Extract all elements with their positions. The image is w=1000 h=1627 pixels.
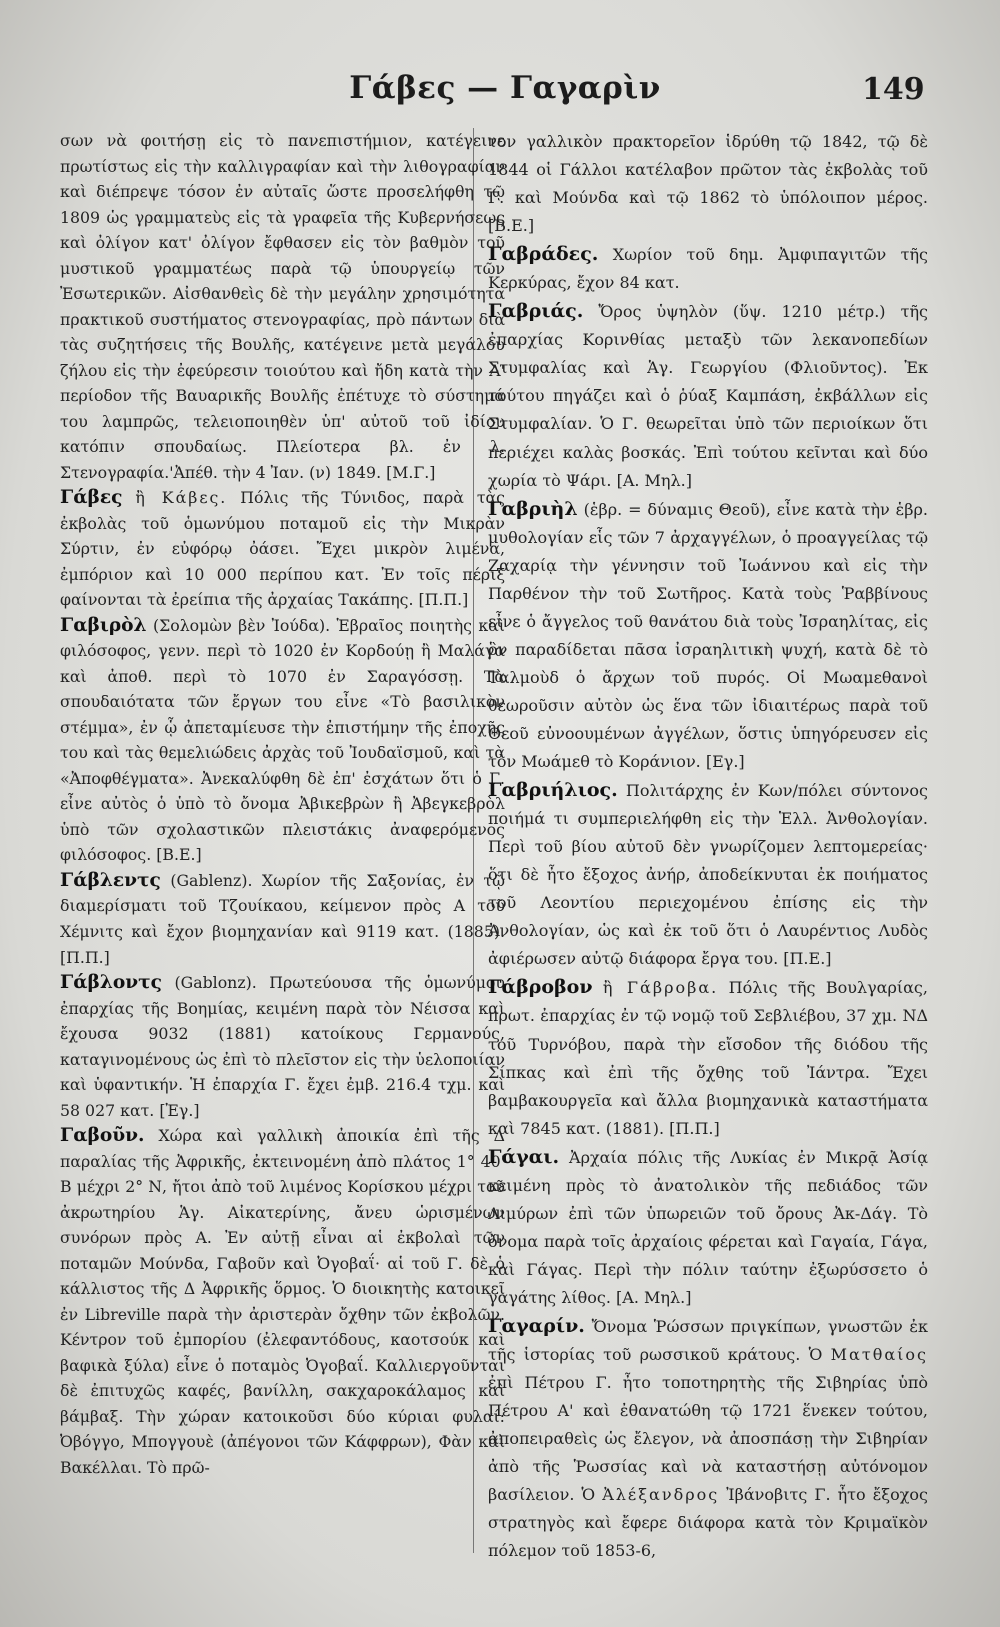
entry-text: Πόλις τῆς Τύνιδος, παρὰ τὰς ἐκβολὰς τοῦ ὁμωνύμου ποταμοῦ εἰς τὴν Μικρὰν Σύρτιν, ἐν εὐφόρῳ ὀάσει. Ἔχει μικρὸν λιμένα, ἐμπόριον καὶ 10 000 περίπου κατ. Ἐν τοῖς πέριξ φαίνονται τὰ ἐρείπια τῆς ἀρχαίας Τακάπης. [Π.Π.] [60,488,505,610]
entry-gavrilios [488,776,928,973]
person-name: Ματθαίος [830,1345,928,1365]
entry-text: (Gablenz). Χωρίον τῆς Σαξονίας, ἐν τῷ διαμερίσματι τοῦ Τζουίκαου, κείμενον πρὸς Α τοῦ Χέμνιτς καὶ ἔχον βιομηχανίαν καὶ 9119 κατ. (1885). [Π.Π.] [60,870,505,967]
headword: Γαβριὴλ [488,497,578,520]
entry-text: Ὄρος ὑψηλὸν (ὕψ. 1210 μέτρ.) τῆς ἐπαρχίας Κορινθίας μεταξὺ τῶν λεκανοπεδίων Στυμφαλίας καὶ Ἁγ. Γεωργίου (Φλιοῦντος). Ἐκ τούτου πηγάζει καὶ ὁ ῥύαξ Καμπάση, ἐκβάλλων εἰς Στυμφαλίαν. Ὁ Γ. θεωρεῖται ὑπὸ τῶν περιοίκων ὅτι περιέχει καλὰς βοσκάς. Ἐπὶ τούτου κεῖνται καὶ δύο χωρία τὸ Ψάρι. [Α. Μηλ.] [488,302,928,490]
entry-gagarin [488,1312,928,1565]
headword: Γάβλεντς [60,869,161,891]
entry-text: Ἀρχαία πόλις τῆς Λυκίας ἐν Μικρᾷ Ἀσίᾳ κειμένη πρὸς τὸ ἀνατολικὸν τῆς πεδιάδος τῶν Λιμύρων ἐπὶ τῶν ὑπωρειῶν τοῦ ὄρους Ἀκ-Δάγ. Τὸ ὄνομα παρὰ τοῖς ἀρχαίοις φέρεται καὶ Γαγαία, Γάγα, καὶ Γάγας. Περὶ τὴν πόλιν ταύτην ἐξωρύσσετο ὁ γαγάτης λίθος. [Α. Μηλ.] [488,1147,929,1307]
headword: Γαβοῦν. [60,1125,145,1147]
entry-text: Πολιτάρχης ἐν Κων/πόλει σύντονος ποιήμά τι συμπεριελήφθη εἰς τὴν Ἑλλ. Ἀνθολογίαν. Περὶ τοῦ βίου αὐτοῦ δὲν γνωρίζομεν λεπτομερείας· ὅτι δὲ ἦτο ἔξοχος ἀνήρ, ἀποδείκνυται ἐκ ποιήματος τοῦ Λεοντίου περιεχομένου ἐπίσης εἰς τὴν Ἀνθολογίαν, ὡς καὶ ἐκ τοῦ ὅτι ὁ Λαυρέντιος Λυδὸς ἀφιέρωσεν αὐτῷ διάφορα ἔργα του. [Π.Ε.] [488,781,928,969]
headword: Γάγαι. [488,1145,560,1168]
headword: Γαβράδες. [488,243,599,266]
headword: Γαγαρίν. [488,1314,585,1337]
entry-text: Ὄνομα Ῥώσσων πριγκίπων, γνωστῶν ἐκ τῆς ἱστορίας τοῦ ρωσσικοῦ κράτους. Ὁ [488,1316,928,1365]
entry-text: (ἑβρ. = δύναμις Θεοῦ), εἶνε κατὰ τὴν ἑβρ. μυθολογίαν εἷς τῶν 7 ἀρχαγγέλων, ὁ προαγγείλας τῷ Ζαχαρίᾳ τὴν γέννησιν τοῦ Ἰωάννου καὶ εἰς τὴν Παρθένον τὴν τοῦ Σωτῆρος. Κατὰ τοὺς Ῥαββίνους εἶνε ὁ ἄγγελος τοῦ θανάτου διὰ τοὺς Ἰσραηλίτας, εἰς ὃν παραδίδεται πᾶσα ἰσραηλιτικὴ ψυχή, κατὰ δὲ τὸ Ταλμοὺδ ὁ ἄρχων τοῦ πυρός. Οἱ Μωαμεθανοὶ θεωροῦσιν αὐτὸν ὡς ἕνα τῶν ἰδιαιτέρως παρὰ τοῦ Θεοῦ εὐνοουμένων ἀγγέλων, ὅστις ὑπηγόρευσεν εἰς τὸν Μωάμεθ τὸ Κοράνιον. [Εγ.] [488,499,928,772]
entry-text: (Σολομὼν βὲν Ἰούδα). Ἑβραῖος ποιητὴς καὶ φιλόσοφος, γενν. περὶ τὸ 1020 ἐν Κορδούῃ ἢ Μαλάγα καὶ ἀποθ. περὶ τὸ 1070 ἐν Σαραγόσσῃ. Τὰ σπουδαιότατα τῶν ἔργων του εἶνε «Τὸ βασιλικὸν στέμμα», ἐν ᾧ ἀπεταμίευσε τὴν ἐπιστήμην τῆς ἐποχῆς του καὶ τὰς θεμελιώδεις ἀρχὰς τοῦ Ἰουδαϊσμοῦ, καὶ τὰ «Ἀποφθέγματα». Ἀνεκαλύφθη δὲ ἐπ' ἐσχάτων ὅτι ὁ Γ. εἶνε αὐτὸς ὁ ὑπὸ τὸ ὄνομα Ἀβικεβρὼν ἢ Ἀβεγκεβρὸλ ὑπὸ τῶν σχολαστικῶν πλειστάκις ἀναφερόμενος φιλόσοφος. [Β.Ε.] [60,615,505,865]
headword: Γαβριήλιος. [488,779,618,802]
entry-gabirol [60,613,505,868]
entry-text: Ἰβάνοβιτς Γ. ἦτο ἔξοχος στρατηγὸς καὶ ἔφερε διάφορα κατὰ τὸν Κριμαϊκὸν πόλεμον τοῦ 1853-6, [488,1485,929,1561]
headword-variant: ἢ Κάβες. [135,488,228,508]
entry-gabrovo [488,973,928,1142]
headword: Γαβριάς. [488,300,584,323]
entry-text: ἐπὶ Πέτρου Γ. ἦτο τοποτηρητὴς τῆς Σιβηρίας ὑπὸ Πέτρου Α' καὶ ἐθανατώθη τῷ 1721 ἕνεκεν τούτου, ἀποπειραθεὶς ὡς ἔλεγον, νὰ ἀποσπάσῃ τὴν Σιβηρίαν ἀπὸ τῆς Ῥωσσίας καὶ νὰ καταστήσῃ αὐτόνομον βασίλειον. Ὁ [488,1373,928,1505]
entry-text: Χώρα καὶ γαλλικὴ ἀποικία ἐπὶ τῆς Δ παραλίας τῆς Ἀφρικῆς, ἐκτεινομένη ἀπὸ πλάτος 1° 40' Β μέχρι 2° Ν, ἤτοι ἀπὸ τοῦ λιμένος Κορίσκου μέχρι τοῦ ἀκρωτηρίου Ἁγ. Αἰκατερίνης, ἄνευ ὡρισμένων συνόρων πρὸς Α. Ἐν αὐτῇ εἶναι αἱ ἐκβολαὶ τῶν ποταμῶν Μούνδα, Γαβοῦν καὶ Ὀγοβαΐ· αἱ τοῦ Γ. δὲ ὁ κάλλιστος τῆς Δ Ἀφρικῆς ὅρμος. Ὁ διοικητὴς κατοικεῖ ἐν Libreville παρὰ τὴν ἀριστερὰν ὄχθην τῶν ἐκβολῶν. Κέντρον τοῦ ἐμπορίου (ἐλεφαντόδους, καοτσούκ καὶ βαφικὰ ξύλα) εἶνε ὁ ποταμὸς Ὀγοβαΐ. Καλλιεργοῦνται δὲ ἐπιτυχῶς καφές, βανίλλη, σακχαροκάλαμος καὶ βάμβαξ. Τὴν χώραν κατοικοῦσι δύο κύριαι φυλαί: Ὀβόγγο, Μπογγουὲ (ἀπέγονοι τῶν Κάφφρων), Φὰν καὶ Βακέλλαι. Τὸ πρῶ- [60,1126,505,1477]
entry-gavrades [488,240,928,297]
person-name: Ἀλέξανδρος [602,1485,720,1505]
entry-gablonz [60,970,505,1123]
headword-variant: ἢ Γάβροβα. [602,978,719,998]
headword: Γάβες [60,487,123,509]
page-number: 149 [862,72,925,107]
left-column [60,128,505,1480]
entry-gabon [60,1123,505,1480]
entry-gabes [60,485,505,613]
continued-paragraph: τον γαλλικὸν πρακτορεῖον ἱδρύθη τῷ 1842, τῷ δὲ 1844 οἱ Γάλλοι κατέλαβον πρῶτον τὰς ἐκβολὰς τοῦ Γ. καὶ Μούνδα καὶ τῷ 1862 τὸ ὑπόλοιπον μέρος. [Β.Ε.] [488,132,928,236]
entry-text: Πόλις τῆς Βουλγαρίας, πρωτ. ἐπαρχίας ἐν τῷ νομῷ τοῦ Σεβλιέβου, 37 χμ. ΝΔ τοῦ Τυρνόβου, παρὰ τὴν εἴσοδον τῆς διόδου τῆς Σίπκας καὶ ἐπὶ τῆς ὄχθης τοῦ Ἰάντρα. Ἔχει βαμβακουργεῖα καὶ ἄλλα βιομηχανικὰ καταστήματα καὶ 7845 κατ. (1881). [Π.Π.] [488,978,928,1138]
right-column [488,128,928,1565]
running-title: Γάβες — Γαγαρὶν [349,70,661,106]
entry-gavrias [488,297,928,494]
entry-gabriel [488,495,928,776]
continued-paragraph: σων νὰ φοιτήσῃ εἰς τὸ πανεπιστήμιον, κατέγεινε πρωτίστως εἰς τὴν καλλιγραφίαν καὶ τὴν λιθογραφίαν καὶ διέπρεψε τόσον ἐν αὐταῖς ὥστε προσελήφθη τῷ 1809 ὡς γραμματεὺς εἰς τὰ γραφεῖα τῆς Κυβερνήσεως καὶ ὀλίγον κατ' ὀλίγον ἔφθασεν εἰς τὸν βαθμὸν τοῦ μυστικοῦ γραμματέως παρὰ τῷ ὑπουργείῳ τῶν Ἐσωτερικῶν. Αἰσθανθεὶς δὲ τὴν μεγάλην χρησιμότητα πρακτικοῦ συστήματος στενογραφίας, πρὸ πάντων διὰ τὰς συζητήσεις τῆς Βουλῆς, κατέγεινε μετὰ μεγάλου ζήλου εἰς τὴν ἐφεύρεσιν τοιούτου καὶ ἤδη κατὰ τὴν Α' περίοδον τῆς Βαυαρικῆς Βουλῆς ἐπέτυχε τὸ σύστημά του λαμπρῶς, τελειοποιηθὲν ὑπ' αὐτοῦ τοῦ ἰδίου κατόπιν σπουδαίως. Πλείοτερα βλ. ἐν λ. Στενογραφία.'Ἀπέθ. τὴν 4 Ἰαν. (ν) 1849. [Μ.Γ.] [60,131,505,482]
headword: Γάβροβον [488,976,593,999]
page-header [0,70,1000,110]
entry-gagai [488,1143,928,1312]
headword: Γάβλοντς [60,972,162,994]
entry-text: Χωρίον τοῦ δημ. Ἀμφιπαγιτῶν τῆς Κερκύρας, ἔχον 84 κατ. [488,245,929,293]
entry-gablenz [60,868,505,970]
entry-text: (Gablonz). Πρωτεύουσα τῆς ὁμωνύμου ἐπαρχίας τῆς Βοημίας, κειμένη παρὰ τὸν Νέισσα καὶ ἔχουσα 9032 (1881) κατοίκους Γερμανούς, καταγινομένους ὡς ἐπὶ τὸ πλεῖστον εἰς τὴν ὑελοποιίαν καὶ ὑφαντικήν. Ἡ ἐπαρχία Γ. ἔχει ἐμβ. 216.4 τχμ. καὶ 58 027 κατ. [Ἐγ.] [60,973,505,1120]
headword: Γαβιρὸλ [60,614,147,636]
